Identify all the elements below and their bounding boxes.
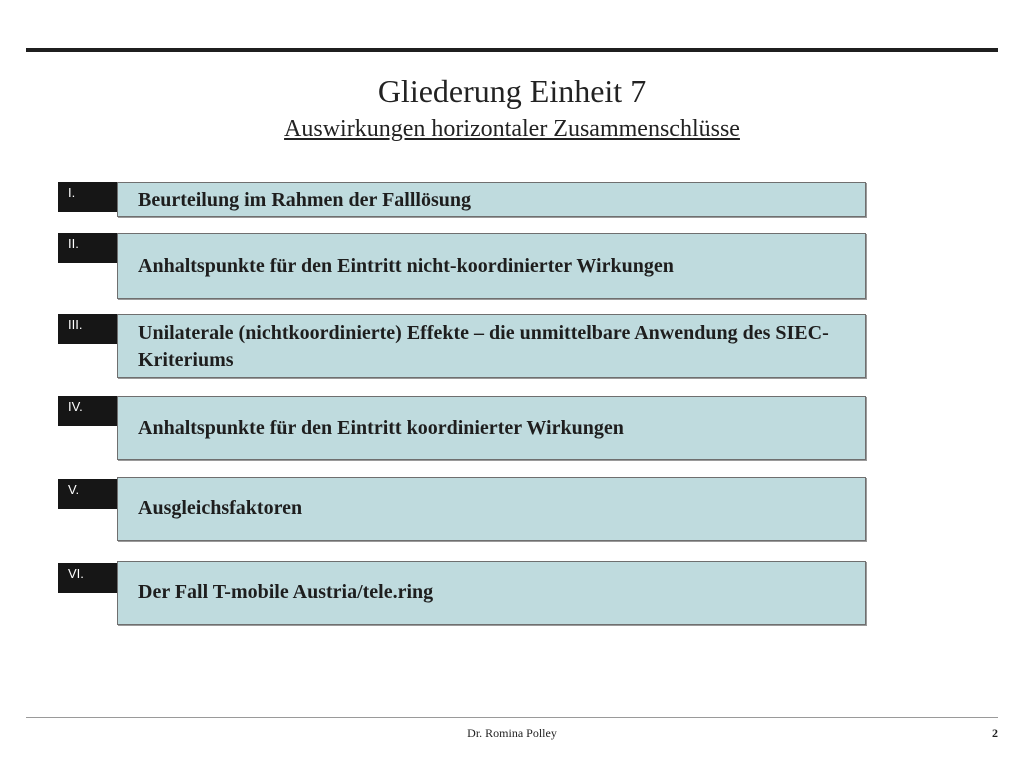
outline-item-1 [117,182,866,217]
outline-item-text: Anhaltspunkte für den Eintritt nicht-koordinierter Wirkungen [138,255,674,277]
outline-item-text: Unilaterale (nichtkoordinierte) Effekte – die unmittelbare Anwendung des SIEC-Kriteriums [138,322,829,371]
outline-item-number: VI. [58,563,117,593]
outline-item-2 [117,233,866,299]
page-number: 2 [992,726,998,740]
outline-item-4 [117,396,866,460]
outline-item-text: Beurteilung im Rahmen der Falllösung [138,189,471,211]
slide-title: Gliederung Einheit 7 [377,73,647,109]
bottom-divider [26,717,998,718]
outline-item-number: III. [58,314,117,344]
outline-item-3 [117,314,866,378]
outline-item-number: II. [58,233,117,263]
outline-item-text: Anhaltspunkte für den Eintritt koordinierter Wirkungen [138,417,624,439]
outline-item-number: I. [58,182,117,212]
top-divider [26,48,998,52]
outline-item-6 [117,561,866,625]
outline-item-number: V. [58,479,117,509]
outline-item-text: Ausgleichsfaktoren [138,497,303,519]
footer-author: Dr. Romina Polley [467,726,557,740]
outline-item-number: IV. [58,396,117,426]
outline-item-5 [117,477,866,541]
slide-subtitle: Auswirkungen horizontaler Zusammenschlüsse [284,116,740,142]
outline-item-text: Der Fall T-mobile Austria/tele.ring [138,581,434,603]
